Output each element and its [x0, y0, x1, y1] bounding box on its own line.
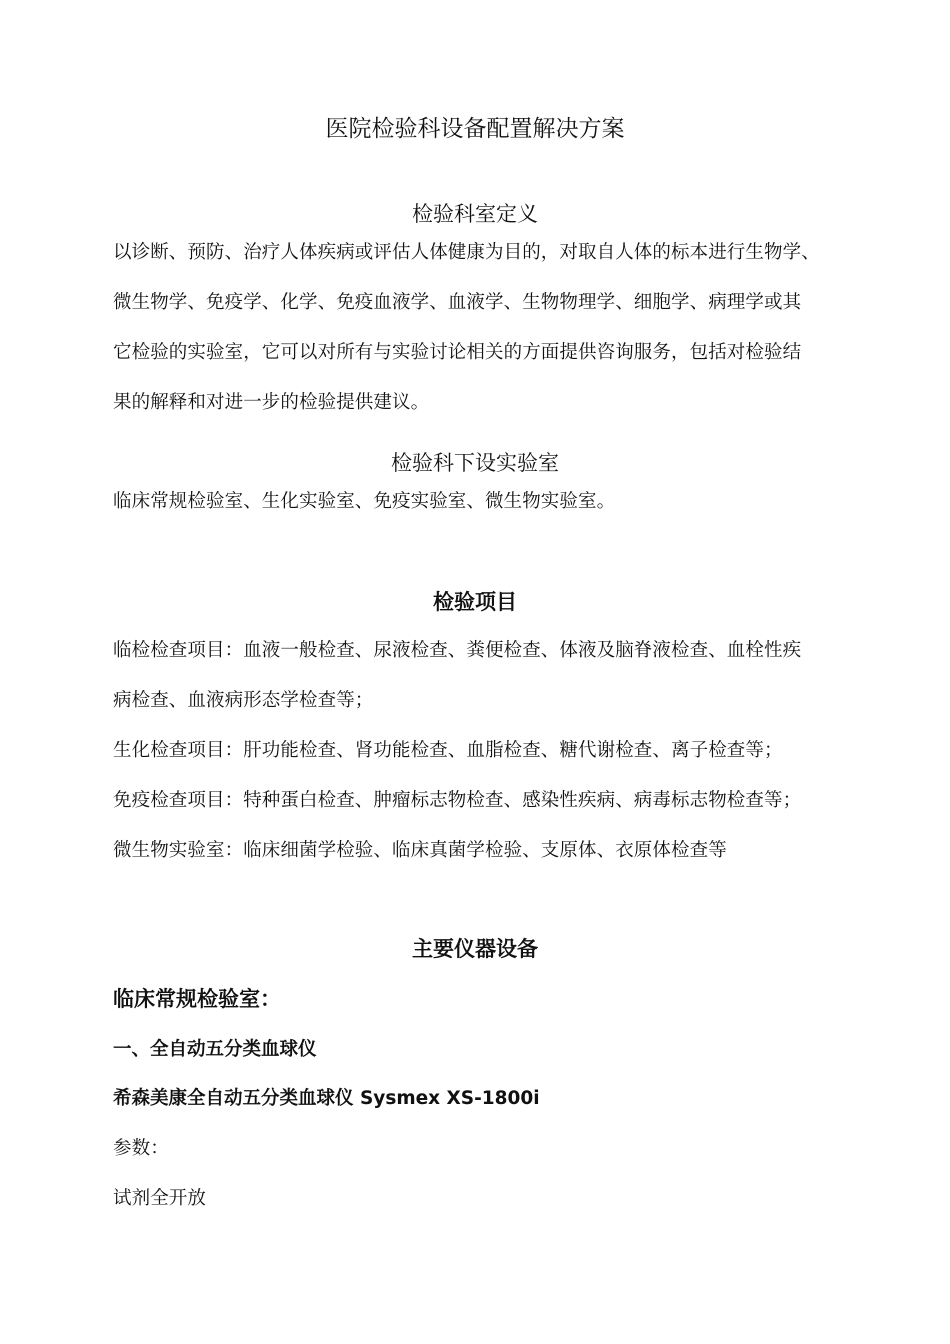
params-label: 参数： [113, 1138, 169, 1159]
paragraph-line: 果的解释和对进一步的检验提供建议。 [113, 392, 430, 413]
paragraph-line: 临检检查项目：血液一般检查、尿液检查、粪便检查、体液及脑脊液检查、血栓性疾 [113, 640, 802, 661]
paragraph-line: 它检验的实验室，它可以对所有与实验讨论相关的方面提供咨询服务，包括对检验结 [113, 342, 802, 363]
section-heading-definition: 检验科室定义 [412, 202, 538, 226]
paragraph-line: 以诊断、预防、治疗人体疾病或评估人体健康为目的，对取自人体的标本进行生物学、 [113, 242, 820, 263]
paragraph-line: 病检查、血液病形态学检查等； [113, 690, 374, 711]
model-name: 希森美康全自动五分类血球仪 Sysmex XS-1800i [113, 1088, 540, 1109]
subheading-clinical-lab: 临床常规检验室： [113, 987, 281, 1011]
section-heading-equipment: 主要仪器设备 [412, 937, 538, 961]
paragraph-line: 微生物学、免疫学、化学、免疫血液学、血液学、生物物理学、细胞学、病理学或其 [113, 292, 802, 313]
params-line: 试剂全开放 [113, 1188, 207, 1209]
item-title: 一、全自动五分类血球仪 [113, 1039, 317, 1060]
paragraph-line: 免疫检查项目：特种蛋白检查、肿瘤标志物检查、感染性疾病、病毒标志物检查等； [113, 790, 802, 811]
paragraph-line: 临床常规检验室、生化实验室、免疫实验室、微生物实验室。 [113, 491, 616, 512]
section-heading-items: 检验项目 [433, 590, 517, 614]
paragraph-line: 微生物实验室：临床细菌学检验、临床真菌学检验、支原体、衣原体检查等 [113, 840, 727, 861]
section-heading-labs: 检验科下设实验室 [391, 451, 559, 475]
paragraph-line: 生化检查项目：肝功能检查、肾功能检查、血脂检查、糖代谢检查、离子检查等； [113, 740, 783, 761]
document-title: 医院检验科设备配置解决方案 [325, 116, 625, 142]
